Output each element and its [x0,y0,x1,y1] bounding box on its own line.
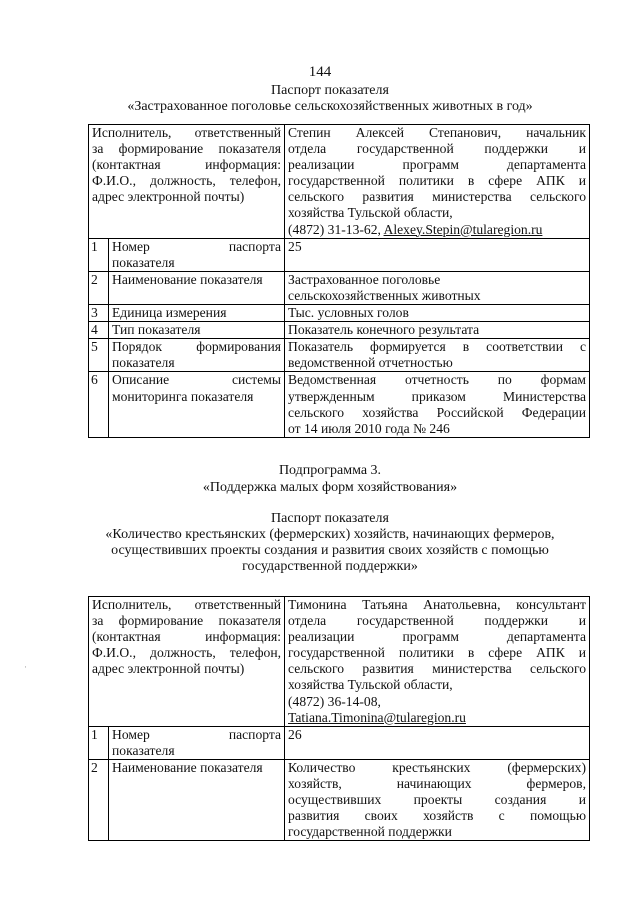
row-label-line: показателя [112,254,175,270]
passport-2-subtitle-line: «Количество крестьянских (фермерских) хозяйств, начинающих фермеров, [105,527,555,542]
executor-value-line: отдела государственной поддержки и [288,613,586,629]
executor-value [285,125,590,239]
subprogram-title: Подпрограмма 3. [278,463,382,478]
executor-label-line: (контактная информация: [92,629,282,645]
executor-label-line: Ф.И.О., должность, телефон, [92,173,282,189]
executor-label-line: адрес электронной почты) [92,189,245,205]
table-row [89,372,590,437]
table-row [89,305,590,322]
row-label [109,759,285,840]
row-value [285,726,590,759]
executor-value-line: государственной политики в сфере АПК и [288,173,586,189]
executor-value-line: государственной политики в сфере АПК и [288,645,586,661]
executor-value-line: реализации программ департамента [288,157,586,173]
row-value-line: государственной поддержки [288,824,452,840]
executor-value-line: отдела государственной поддержки и [288,141,586,157]
executor-value-line: Степин Алексей Степанович, начальник [288,125,586,140]
row-label [109,726,285,759]
executor-label-line: Исполнитель, ответственный [92,597,282,612]
row-number: 1 [89,726,109,759]
executor-label [89,125,285,239]
row-label [109,339,285,372]
row-value-line: Ведомственная отчетность по формам [288,372,586,388]
row-label-line: показателя [112,355,175,371]
executor-phone: (4872) 36-14-08, [288,693,381,709]
row-value [285,339,590,372]
page-number: 144 [308,64,332,80]
row-value-line: Показатель формируется в соответствии с [288,339,586,355]
executor-value-line: Тимонина Татьяна Анатольевна, консультант [288,597,586,612]
row-value-line: осуществивших проекты создания и [288,792,586,808]
row-value [285,372,590,437]
row-label [109,305,285,322]
row-value-line: Застрахованное поголовье [288,271,441,287]
row-value-line: Количество крестьянских (фермерских) [288,759,586,775]
executor-row [89,125,590,239]
row-label-line: Описание системы [112,372,282,388]
margin-mark: · [24,662,27,672]
row-label [109,271,285,304]
table-row [89,322,590,339]
executor-value-line: реализации программ департамента [288,629,586,645]
executor-label-line: за формирование показателя [92,613,282,629]
row-number: 1 [89,238,109,271]
table-row [89,726,590,759]
row-value-line: утвержденным приказом Министерства [288,388,586,404]
row-value-line: развития своих хозяйств с помощью [288,808,586,824]
passport-1-table [88,124,590,438]
table-row [89,271,590,304]
passport-2-table [88,596,590,841]
executor-row [89,597,590,727]
row-number: 4 [89,322,109,339]
row-value-line: 26 [288,726,302,742]
executor-value-line: сельского развития министерства сельского [288,189,586,205]
row-label-line: Номер паспорта [112,726,282,742]
row-label-line: Наименование показателя [112,759,263,775]
row-value-line: Тыс. условных голов [288,305,409,321]
row-label-line: Наименование показателя [112,271,263,287]
row-value [285,759,590,840]
subprogram-subtitle: «Поддержка малых форм хозяйствования» [202,480,458,495]
executor-label [89,597,285,727]
row-value-line: от 14 июля 2010 года № 246 [288,420,450,436]
passport-2-subtitle-line: государственной поддержки» [242,559,418,574]
executor-label-line: Исполнитель, ответственный [92,125,282,140]
row-value-line: 25 [288,238,302,254]
table-row [89,759,590,840]
row-label-line: Номер паспорта [112,238,282,254]
row-label-line: Порядок формирования [112,339,282,355]
executor-email-link[interactable]: Alexey.Stepin@tularegion.ru [383,221,543,237]
executor-value-line: хозяйства Тульской области, [288,205,453,221]
row-number: 6 [89,372,109,437]
row-value [285,238,590,271]
row-number: 5 [89,339,109,372]
passport-2-title: Паспорт показателя [271,511,389,526]
row-label [109,238,285,271]
row-value-line: хозяйств, начинающих фермеров, [288,776,586,792]
row-number: 2 [89,759,109,840]
executor-value-line: хозяйства Тульской области, [288,677,453,693]
row-value [285,271,590,304]
executor-value [285,597,590,727]
row-label [109,372,285,437]
executor-contact [288,222,586,238]
row-value-line: сельскохозяйственных животных [288,287,481,303]
row-label-line: показателя [112,742,175,758]
row-value [285,305,590,322]
table-row [89,238,590,271]
row-label-line: мониторинга показателя [112,388,254,404]
row-number: 3 [89,305,109,322]
executor-label-line: адрес электронной почты) [92,661,245,677]
row-value-line: ведомственной отчетностью [288,355,453,371]
passport-1-title: Паспорт показателя [271,83,389,98]
row-label-line: Единица измерения [112,305,227,321]
row-label-line: Тип показателя [112,322,201,338]
table-row [89,339,590,372]
passport-1-subtitle: «Застрахованное поголовье сельскохозяйственных животных в год» [127,99,533,114]
executor-phone: (4872) 31-13-62, [288,221,384,237]
row-value-line: Показатель конечного результата [288,322,480,338]
executor-email-link[interactable]: Tatiana.Timonina@tularegion.ru [288,709,466,725]
row-value [285,322,590,339]
executor-label-line: (контактная информация: [92,157,282,173]
row-value-line: сельского хозяйства Российской Федерации [288,404,586,420]
row-label [109,322,285,339]
row-number: 2 [89,271,109,304]
executor-value-line: сельского развития министерства сельского [288,661,586,677]
executor-label-line: Ф.И.О., должность, телефон, [92,645,282,661]
executor-label-line: за формирование показателя [92,141,282,157]
passport-2-subtitle-line: осуществивших проекты создания и развития своих хозяйств с помощью [111,543,549,558]
